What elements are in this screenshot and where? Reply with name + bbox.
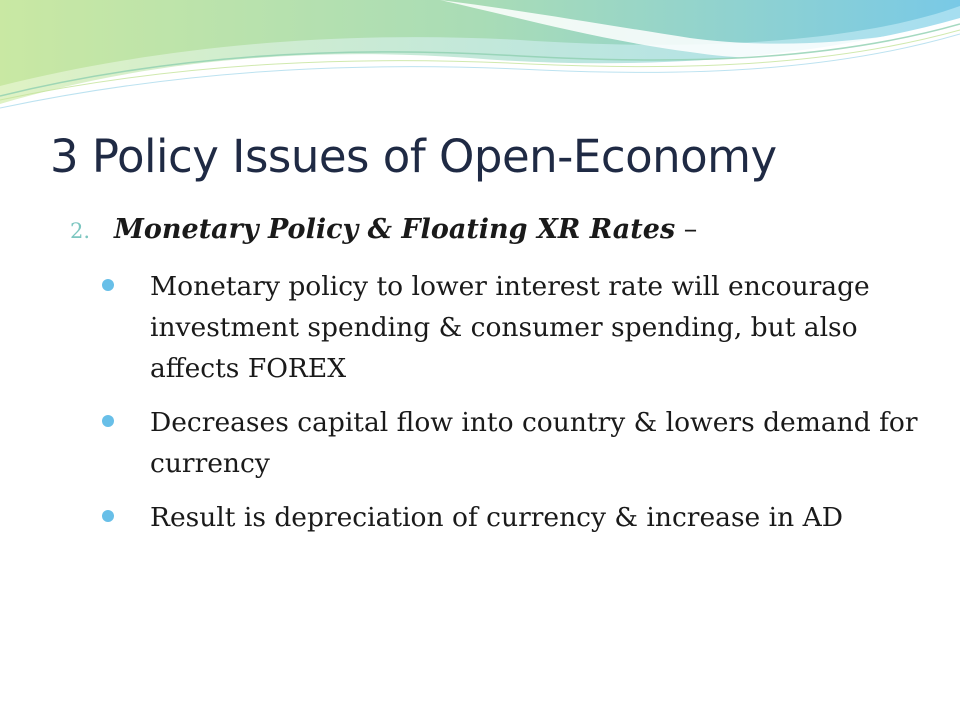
bullet-text: Monetary policy to lower interest rate will encourage investment spending & consumer spending, but also affects FOREX: [150, 271, 870, 384]
subheading-number: 2.: [70, 219, 91, 243]
bullet-item: [100, 497, 920, 538]
wave-header-decoration: [0, 0, 960, 120]
slide-title: 3 Policy Issues of Open-Economy: [50, 130, 777, 183]
bullet-item: [100, 266, 920, 389]
subheading-dash: –: [675, 214, 698, 245]
bullet-text: Result is depreciation of currency & increase in AD: [150, 502, 844, 533]
bullet-dot-icon: [102, 279, 114, 291]
bullet-list: [100, 266, 920, 551]
subheading: [70, 214, 697, 245]
bullet-text: Decreases capital flow into country & lowers demand for currency: [150, 407, 918, 479]
bullet-dot-icon: [102, 415, 114, 427]
bullet-dot-icon: [102, 510, 114, 522]
subheading-text: Monetary Policy & Floating XR Rates: [114, 214, 676, 245]
bullet-item: [100, 402, 920, 484]
